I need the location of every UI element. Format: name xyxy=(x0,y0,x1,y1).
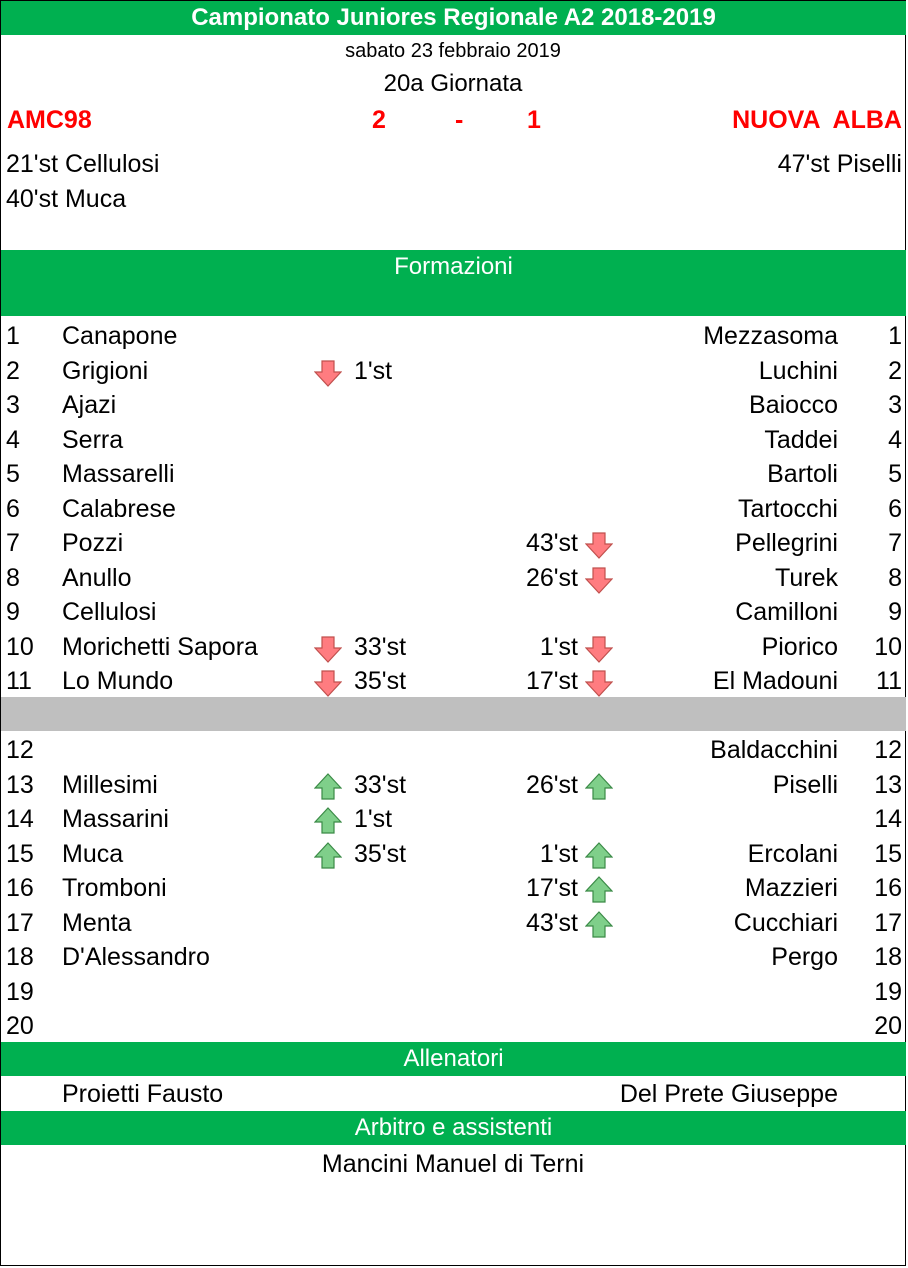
player-number-away: 16 xyxy=(874,874,902,902)
section-coaches: Allenatori xyxy=(1,1042,906,1076)
sub-minute-home: 1'st xyxy=(354,356,393,385)
player-name-home: Calabrese xyxy=(62,494,176,523)
player-number-away: 4 xyxy=(888,425,902,454)
sub-in-icon xyxy=(585,773,613,801)
player-number-home: 8 xyxy=(6,563,20,592)
sub-minute-away: 17'st xyxy=(525,874,578,902)
home-team: AMC98 xyxy=(7,106,92,134)
sub-in-icon xyxy=(585,842,613,870)
sub-out-icon xyxy=(314,359,342,387)
sub-minute-away: 1'st xyxy=(539,632,578,661)
player-name-home: Massarini xyxy=(62,805,169,833)
player-name-home: Millesimi xyxy=(62,770,158,799)
player-name-away: Turek xyxy=(775,563,838,592)
sub-minute-home: 35'st xyxy=(354,839,407,868)
player-number-home: 6 xyxy=(6,494,20,523)
player-number-away: 20 xyxy=(874,1012,902,1040)
player-name-home: Lo Mundo xyxy=(62,667,174,695)
player-name-away: Baldacchini xyxy=(710,736,838,764)
away-scorer: 47'st Piselli xyxy=(777,150,902,178)
player-number-home: 1 xyxy=(6,322,20,350)
sub-in-icon xyxy=(314,807,342,835)
player-number-away: 10 xyxy=(874,632,902,661)
player-number-home: 14 xyxy=(6,805,34,833)
player-name-home: Pozzi xyxy=(62,529,124,557)
section-referees: Arbitro e assistenti xyxy=(1,1111,906,1145)
sub-minute-away: 43'st xyxy=(525,529,578,557)
player-name-away: Luchini xyxy=(758,356,838,385)
player-name-away: Piselli xyxy=(772,770,838,799)
player-name-home: D'Alessandro xyxy=(62,943,210,971)
sub-out-icon xyxy=(585,566,613,594)
player-number-home: 13 xyxy=(6,770,34,799)
section-lineups: Formazioni xyxy=(1,250,906,284)
away-score: 1 xyxy=(527,106,541,134)
player-name-home: Ajazi xyxy=(62,391,117,419)
player-number-away: 13 xyxy=(874,770,902,799)
player-name-away: Tartocchi xyxy=(737,494,838,523)
sub-in-icon xyxy=(585,911,613,939)
player-number-away: 8 xyxy=(888,563,902,592)
sub-minute-away: 17'st xyxy=(525,667,578,695)
sub-out-icon xyxy=(585,531,613,559)
player-number-home: 7 xyxy=(6,529,20,557)
player-name-away: Ercolani xyxy=(747,839,838,868)
sub-out-icon xyxy=(314,669,342,697)
player-name-away: Pellegrini xyxy=(735,529,838,557)
player-name-away: Cucchiari xyxy=(733,908,838,937)
player-name-away: Baiocco xyxy=(749,391,838,419)
sub-minute-home: 33'st xyxy=(354,770,407,799)
player-number-away: 12 xyxy=(874,736,902,764)
player-number-away: 11 xyxy=(876,667,902,695)
match-round: 20a Giornata xyxy=(383,70,523,97)
sub-out-icon xyxy=(585,635,613,663)
player-number-home: 10 xyxy=(6,632,34,661)
sub-minute-away: 1'st xyxy=(539,839,578,868)
sub-out-icon xyxy=(314,635,342,663)
sub-minute-home: 1'st xyxy=(354,805,393,833)
player-number-away: 7 xyxy=(888,529,902,557)
sub-minute-away: 43'st xyxy=(525,908,578,937)
player-name-away: Mazzieri xyxy=(744,874,838,902)
player-name-home: Serra xyxy=(62,425,124,454)
player-name-home: Massarelli xyxy=(62,460,175,488)
player-name-away: Piorico xyxy=(761,632,838,661)
player-number-home: 5 xyxy=(6,460,20,488)
player-name-home: Tromboni xyxy=(62,874,167,902)
player-number-home: 2 xyxy=(6,356,20,385)
player-name-away: Bartoli xyxy=(767,460,838,488)
sub-in-icon xyxy=(314,773,342,801)
sub-in-icon xyxy=(585,876,613,904)
sub-minute-away: 26'st xyxy=(525,563,578,592)
home-scorer: 21'st Cellulosi xyxy=(6,150,160,178)
sub-minute-away: 26'st xyxy=(525,770,578,799)
sub-in-icon xyxy=(314,842,342,870)
player-name-home: Muca xyxy=(62,839,124,868)
away-team: NUOVA ALBA xyxy=(732,106,902,134)
player-name-home: Canapone xyxy=(62,322,178,350)
player-number-away: 19 xyxy=(874,977,902,1006)
score-separator: - xyxy=(455,106,464,134)
player-name-home: Anullo xyxy=(62,563,132,592)
away-coach: Del Prete Giuseppe xyxy=(619,1080,838,1108)
player-name-home: Cellulosi xyxy=(62,598,157,626)
player-number-away: 2 xyxy=(888,356,902,385)
player-number-home: 4 xyxy=(6,425,20,454)
player-name-home: Morichetti Sapora xyxy=(62,632,258,661)
player-name-away: Pergo xyxy=(771,943,838,971)
page-title: Campionato Juniores Regionale A2 2018-2019 xyxy=(1,1,906,35)
player-number-home: 18 xyxy=(6,943,34,971)
player-number-away: 3 xyxy=(888,391,902,419)
player-number-home: 19 xyxy=(6,977,34,1006)
player-number-away: 5 xyxy=(888,460,902,488)
player-number-home: 3 xyxy=(6,391,20,419)
referee-name: Mancini Manuel di Terni xyxy=(321,1150,585,1178)
player-name-home: Grigioni xyxy=(62,356,149,385)
sub-out-icon xyxy=(585,669,613,697)
bench-divider xyxy=(1,697,906,731)
player-number-home: 12 xyxy=(6,736,34,764)
home-coach: Proietti Fausto xyxy=(62,1080,224,1108)
sub-minute-home: 33'st xyxy=(354,632,407,661)
player-number-away: 9 xyxy=(888,598,902,626)
player-number-away: 18 xyxy=(874,943,902,971)
home-score: 2 xyxy=(372,106,386,134)
player-number-away: 6 xyxy=(888,494,902,523)
player-number-away: 14 xyxy=(874,805,902,833)
player-number-away: 1 xyxy=(888,322,902,350)
player-name-away: Taddei xyxy=(764,425,838,454)
player-number-home: 15 xyxy=(6,839,34,868)
player-name-home: Menta xyxy=(62,908,132,937)
player-number-home: 11 xyxy=(6,667,32,695)
player-name-away: Camilloni xyxy=(735,598,838,626)
player-name-away: Mezzasoma xyxy=(703,322,838,350)
player-name-away: El Madouni xyxy=(712,667,838,695)
player-number-away: 17 xyxy=(874,908,902,937)
player-number-home: 20 xyxy=(6,1012,34,1040)
lineups-subheader xyxy=(1,284,906,316)
match-date: sabato 23 febbraio 2019 xyxy=(345,40,561,62)
sub-minute-home: 35'st xyxy=(354,667,407,695)
player-number-home: 9 xyxy=(6,598,20,626)
player-number-away: 15 xyxy=(874,839,902,868)
home-scorer: 40'st Muca xyxy=(6,185,127,213)
player-number-home: 17 xyxy=(6,908,34,937)
player-number-home: 16 xyxy=(6,874,34,902)
